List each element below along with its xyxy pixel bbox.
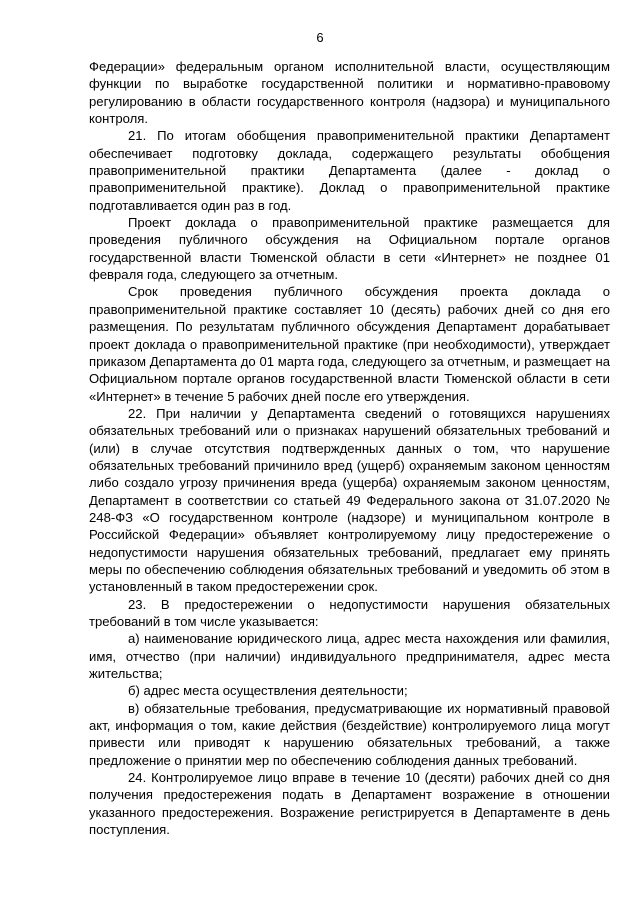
paragraph-21: 21. По итогам обобщения правоприменительной практики Департамент обеспечивает подготовку доклада, содержащего результаты обобщения правоприменительной практики Департамента (далее - доклад о правоприменительной практике). Доклад о правоприменительной практике подготавливается один раз в год. xyxy=(89,128,610,213)
list-item-c: в) обязательные требования, предусматривающие их нормативный правовой акт, информация о том, какие действия (бездействие) контролируемого лица могут привести или приводят к нарушению обязательных требований, а также предложение о принятии мер по обеспечению соблюдения данных требований. xyxy=(89,700,610,768)
paragraph-continuation: Федерации» федеральным органом исполнительной власти, осуществляющим функции по выработке государственной политики и нормативно-правовому регулированию в области государственного контроля (надзора) и муниципального контроля. xyxy=(89,59,610,127)
list-item-b: б) адрес места осуществления деятельности; xyxy=(128,683,408,699)
page-number: 6 xyxy=(316,30,324,45)
paragraph-discussion-period: Срок проведения публичного обсуждения проекта доклада о правоприменительной практике составляет 10 (десять) рабочих дней со дня его размещения. По результатам публичного обсуждения Департамент дорабатывает проект доклада о правоприменительной практике (при необходимости), утверждает приказом Департамента до 01 марта года, следующего за отчетным, и размещает на Официальном портале органов государственной власти Тюменской области в сети «Интернет» в течение 5 рабочих дней после его утверждения. xyxy=(89,284,610,404)
paragraph-24: 24. Контролируемое лицо вправе в течение 10 (десяти) рабочих дней со дня получения предостережения подать в Департамент возражение в отношении указанного предостережения. Возражение регистрируется в Департаменте в день поступления. xyxy=(89,770,610,838)
document-body xyxy=(89,58,610,838)
paragraph-23: 23. В предостережении о недопустимости нарушения обязательных требований в том числе указывается: xyxy=(89,596,610,629)
paragraph-draft-report: Проект доклада о правоприменительной практике размещается для проведения публичного обсуждения на Официальном портале органов государственной власти Тюменской области в сети «Интернет» не позднее 01 февраля года, следующего за отчетным. xyxy=(89,215,610,283)
paragraph-22: 22. При наличии у Департамента сведений о готовящихся нарушениях обязательных требований или о признаках нарушений обязательных требований и (или) в случае отсутствия подтвержденных данных о том, что нарушение обязательных требований причинило вред (ущерб) охраняемым законом ценностям либо создало угрозу причинения вреда (ущерба) охраняемым законом ценностям, Департамент в соответствии со статьей 49 Федерального закона от 31.07.2020 № 248-ФЗ «О государственном контроле (надзоре) и муниципальном контроле в Российской Федерации» объявляет контролируемому лицу предостережение о недопустимости нарушения обязательных требований, предлагает ему принять меры по обеспечению соблюдения обязательных требований и уведомить об этом в установленный в таком предостережении срок. xyxy=(89,405,610,595)
list-item-a: а) наименование юридического лица, адрес места нахождения или фамилия, имя, отчество (при наличии) индивидуального предпринимателя, адрес места жительства; xyxy=(89,631,610,682)
